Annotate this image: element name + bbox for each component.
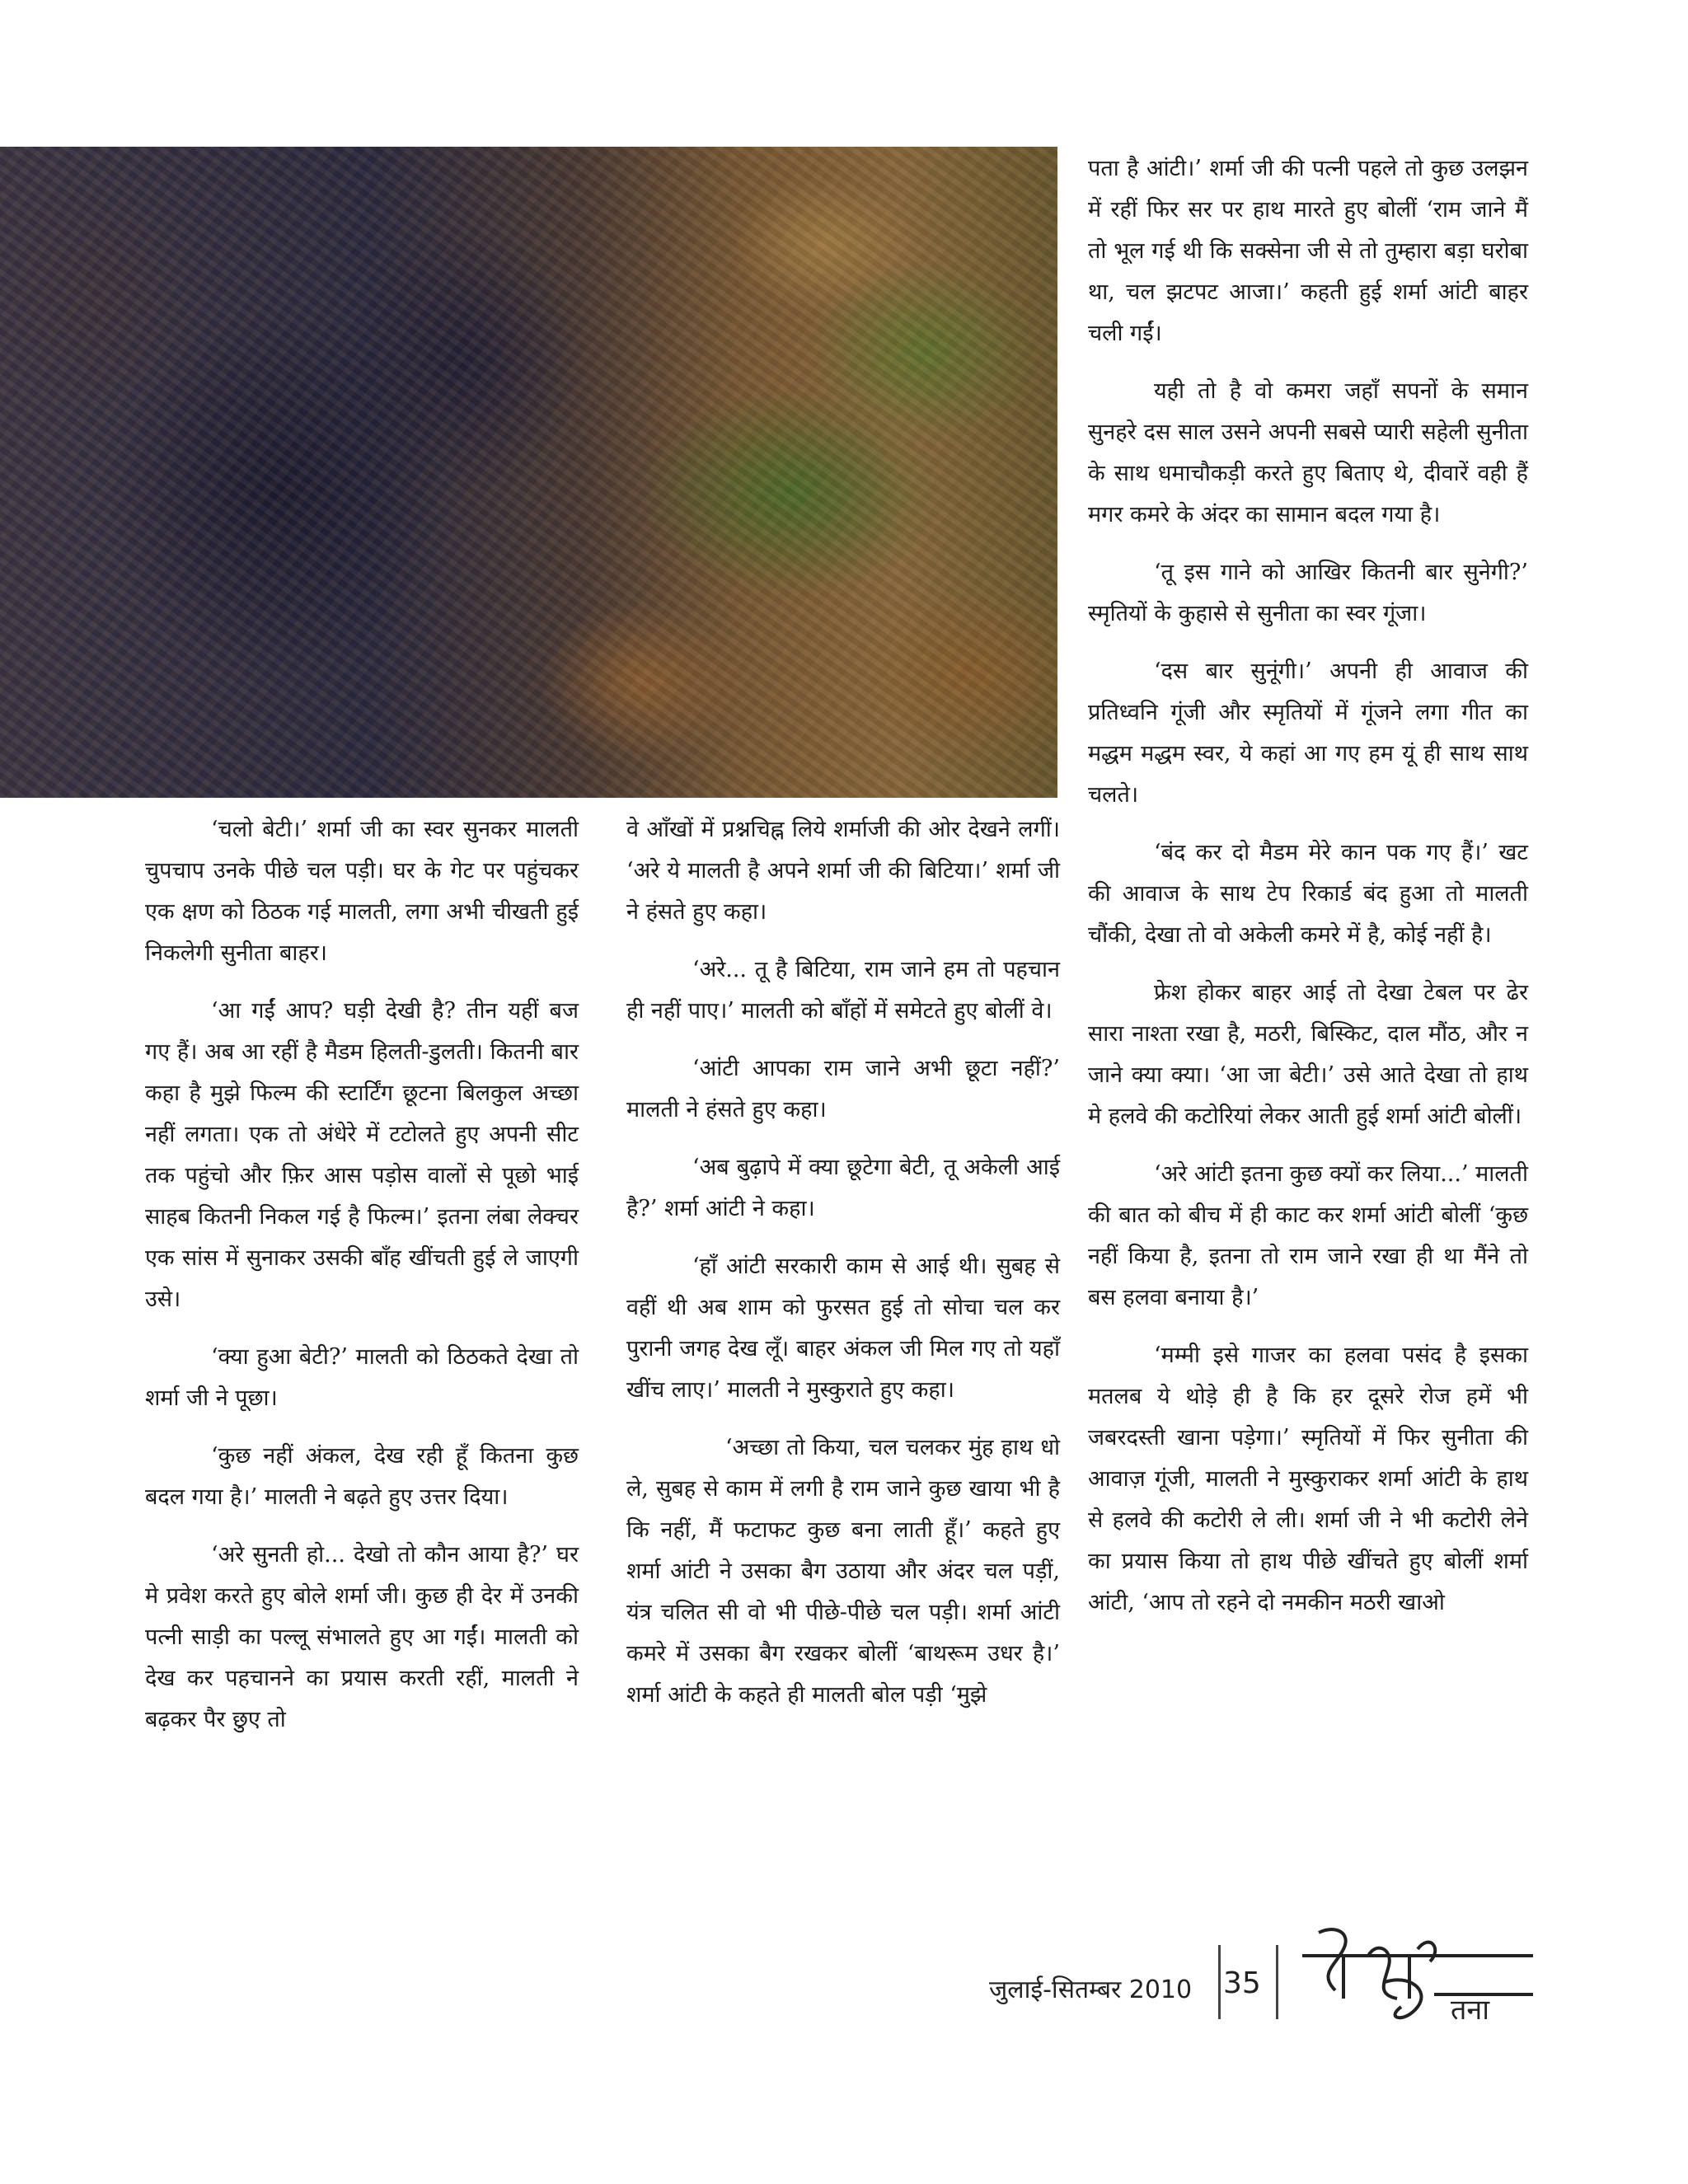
paragraph: ‘अरे आंटी इतना कुछ क्यों कर लिया...’ मालती की बात को बीच में ही काट कर शर्मा आंटी बोलीं ‘कुछ नहीं किया है, इतना तो राम जाने रखा ही था मैंने तो बस हलवा बनाया है।’ (1088, 1161, 1528, 1310)
paragraph: वे आँखों में प्रश्नचिह्न लिये शर्माजी की ओर देखने लगीं। ‘अरे ये मालती है अपने शर्मा जी की बिटिया।’ शर्मा जी ने हंसते हुए कहा। (626, 817, 1060, 925)
paragraph: ‘बंद कर दो मैडम मेरे कान पक गए हैं।’ खट की आवाज के साथ टेप रिकार्ड बंद हुआ तो मालती चौंकी, देखा तो वो अकेली कमरे में है, कोई नहीं है। (1088, 840, 1528, 948)
paragraph: ‘आ गईं आप? घड़ी देखी है? तीन यहीं बज गए हैं। अब आ रहीं है मैडम हिलती-डुलती। कितनी बार कहा है मुझे फिल्म की स्टार्टिंग छूटना बिलकुल अच्छा नहीं लगता। एक तो अंधेरे में टटोलते हुए अपनी सीट तक पहुंचो और फ़िर आस पड़ोस वालों से पूछो भाई साहब कितनी निकल गई है फिल्म।’ इतना लंबा लेक्चर एक सांस में सुनाकर उसकी बाँह खींचती हुई ले जाएगी उसे। (145, 998, 579, 1312)
issue-date: जुलाई-सितम्बर 2010 (989, 1975, 1193, 2004)
paragraph: पता है आंटी।’ शर्मा जी की पत्नी पहले तो कुछ उलझन में रहीं फिर सर पर हाथ मारते हुए बोलीं ‘राम जाने मैं तो भूल गई थी कि सक्सेना जी से तो तुम्हारा बड़ा घरोबा था, चल झटपट आजा।’ कहती हुई शर्मा आंटी बाहर चली गईं। (1088, 156, 1528, 346)
paragraph: ‘आंटी आपका राम जाने अभी छूटा नहीं?’ मालती ने हंसते हुए कहा। (626, 1056, 1060, 1122)
paragraph: ‘दस बार सुनूंगी।’ अपनी ही आवाज की प्रतिध्वनि गूंजी और स्मृतियों में गूंजने लगा गीत का मद्धम मद्धम स्वर, ये कहां आ गए हम यूं ही साथ साथ चलते। (1088, 658, 1528, 808)
paragraph: यही तो है वो कमरा जहाँ सपनों के समान सुनहरे दस साल उसने अपनी सबसे प्यारी सहेली सुनीता के साथ धमाचौकड़ी करते हुए बिताए थे, दीवारें वही हैं मगर कमरे के अंदर का सामान बदल गया है। (1088, 378, 1528, 527)
footer-divider (1218, 1945, 1221, 2019)
paragraph: ‘मम्मी इसे गाजर का हलवा पसंद है इसका मतलब ये थोड़े ही है कि हर दूसरे रोज हमें भी जबरदस्ती खाना पड़ेगा।’ स्मृतियों में फिर सुनीता की आवाज़ गूंजी, मालती ने मुस्कुराकर शर्मा आंटी के हाथ से हलवे की कटोरी ले ली। शर्मा जी ने भी कटोरी लेने का प्रयास किया तो हाथ पीछे खींचते हुए बोलीं शर्मा आंटी, ‘आप तो रहने दो नमकीन मठरी खाओ (1088, 1343, 1528, 1615)
paragraph: ‘अरे... तू है बिटिया, राम जाने हम तो पहचान ही नहीं पाए।’ मालती को बाँहों में समेटते हुए बोलीं वे। (626, 957, 1060, 1024)
paragraph: ‘हाँ आंटी सरकारी काम से आई थी। सुबह से वहीं थी अब शाम को फुरसत हुई तो सोचा चल कर पुरानी जगह देख लूँ। बाहर अंकल जी मिल गए तो यहाँ खींच लाए।’ मालती ने मुस्कुराते हुए कहा। (626, 1254, 1060, 1403)
paragraph: फ्रेश होकर बाहर आई तो देखा टेबल पर ढेर सारा नाश्ता रखा है, मठरी, बिस्किट, दाल मौंठ, और न जाने क्या क्या। ‘आ जा बेटी।’ उसे आते देखा तो हाथ मे हलवे की कटोरियां लेकर आती हुई शर्मा आंटी बोलीं। (1088, 980, 1528, 1129)
story-illustration-photo (0, 147, 1057, 798)
paragraph: ‘अरे सुनती हो... देखो तो कौन आया है?’ घर मे प्रवेश करते हुए बोले शर्मा जी। कुछ ही देर में उनकी पत्नी साड़ी का पल्लू संभालते हुए आ गईं। मालती को देख कर पहचानने का प्रयास करती रहीं, मालती ने बढ़कर पैर छुए तो (145, 1542, 579, 1732)
paragraph: ‘क्या हुआ बेटी?’ मालती को ठिठकते देखा तो शर्मा जी ने पूछा। (145, 1344, 579, 1411)
page-number: 35 (1223, 1966, 1261, 2000)
text-column-3 (1088, 148, 1528, 1640)
magazine-logo (1286, 1916, 1550, 2032)
paragraph: ‘अच्छा तो किया, चल चलकर मुंह हाथ धो ले, सुबह से काम में लगी है राम जाने कुछ खाया भी है कि नहीं, मैं फटाफट कुछ बना लाती हूँ।’ कहते हुए शर्मा आंटी ने उसका बैग उठाया और अंदर चल पड़ीं, यंत्र चलित सी वो भी पीछे-पीछे चल पड़ी। शर्मा आंटी कमरे में उसका बैग रखकर बोलीं ‘बाथरूम उधर है।’ शर्मा आंटी के कहते ही मालती बोल पड़ी ‘मुझे (626, 1435, 1060, 1708)
footer-divider (1276, 1945, 1278, 2019)
paragraph: ‘कुछ नहीं अंकल, देख रही हूँ कितना कुछ बदल गया है।’ मालती ने बढ़ते हुए उत्तर दिया। (145, 1443, 579, 1510)
paragraph: ‘अब बुढ़ापे में क्या छूटेगा बेटी, तू अकेली आई है?’ शर्मा आंटी ने कहा। (626, 1155, 1060, 1221)
paragraph: ‘तू इस गाने को आखिर कितनी बार सुनेगी?’ स्मृतियों के कुहासे से सुनीता का स्वर गूंजा। (1088, 560, 1528, 626)
svg-text:तना: तना (1451, 1994, 1490, 2027)
text-column-1 (145, 809, 579, 1757)
paragraph: ‘चलो बेटी।’ शर्मा जी का स्वर सुनकर मालती चुपचाप उनके पीछे चल पड़ी। घर के गेट पर पहुंचकर एक क्षण को ठिठक गई मालती, लगा अभी चीखती हुई निकलेगी सुनीता बाहर। (145, 817, 579, 966)
text-column-2 (626, 809, 1060, 1732)
